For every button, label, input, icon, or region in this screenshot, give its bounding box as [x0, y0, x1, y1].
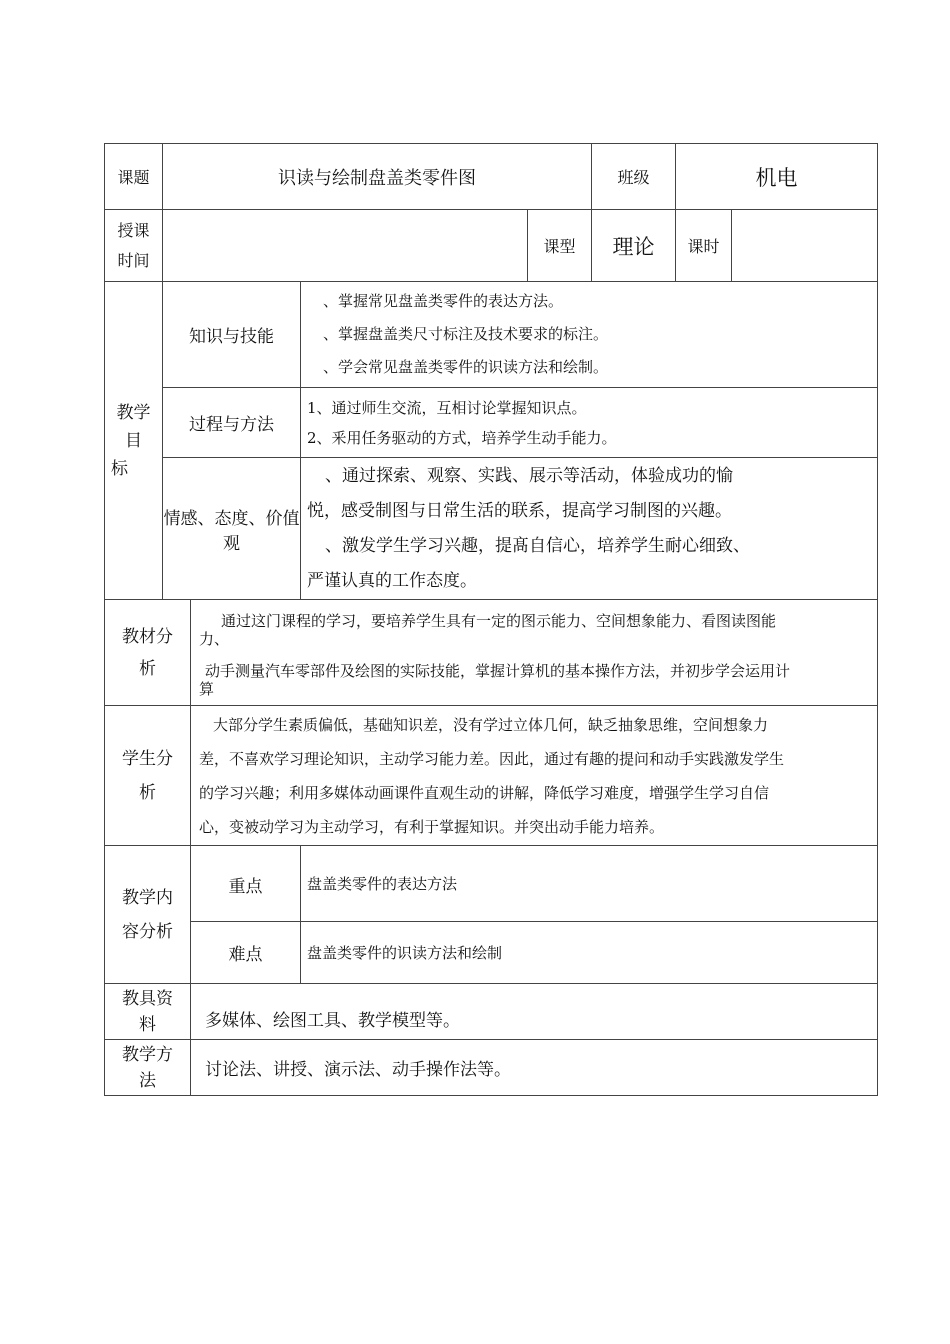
students-line: 的学习兴趣；利用多媒体动画课件直观生动的讲解，降低学习难度，增强学生学习自信 — [199, 783, 770, 802]
process-item: 2、釆用任务驱动的方式，培养学生动手能力。 — [307, 428, 617, 447]
time-row — [105, 210, 878, 282]
topic-row — [105, 144, 878, 210]
objective-knowledge-row — [105, 282, 878, 388]
key-point-value: 盘盖类零件的表达方法 — [301, 846, 878, 922]
time-value — [163, 210, 528, 282]
material-label-line-2: 析 — [139, 658, 156, 679]
students-line: 差，不喜欢学习理论知识，主动学习能力差。因此，通过有趣的提问和动手实践激发学生 — [199, 749, 785, 768]
objective-process-row — [105, 388, 878, 458]
emotion-content — [301, 458, 878, 600]
tools-label-line-1: 教具资 — [122, 988, 173, 1009]
methods-label — [105, 1040, 191, 1096]
difficult-point-value: 盘盖类零件的识读方法和绘制 — [301, 922, 878, 984]
process-item: 1、通过师生交流，互相讨论掌握知识点。 — [307, 398, 587, 417]
difficult-point-label: 难点 — [191, 922, 301, 984]
content-label-line-2: 容分析 — [122, 921, 173, 942]
class-label: 班级 — [592, 144, 676, 210]
students-label-line-2: 析 — [139, 782, 156, 803]
material-line: 算 — [199, 679, 215, 698]
topic-label: 课题 — [105, 144, 163, 210]
students-row — [105, 706, 878, 846]
time-label — [105, 210, 163, 282]
hours-value — [732, 210, 878, 282]
content-key-row — [105, 846, 878, 922]
time-label-line-2: 时间 — [117, 250, 150, 270]
emotion-line: 、激发学生学习兴趣，提髙自信心，培养学生耐心细致、 — [325, 535, 750, 556]
process-label: 过程与方法 — [163, 388, 301, 458]
time-label-line-1: 授课 — [117, 220, 150, 240]
emotion-line: 、通过探索、观察、实践、展示等活动，体验成功的愉 — [325, 465, 733, 486]
students-line: 心，变被动学习为主动学习，有利于掌握知识。并突出动手能力培养。 — [199, 817, 665, 836]
methods-row — [105, 1040, 878, 1096]
emotion-line: 严谨认真的工作态度。 — [307, 570, 477, 591]
content-label — [105, 846, 191, 984]
material-row — [105, 600, 878, 706]
lesson-plan-table — [104, 143, 878, 1096]
students-label-line-1: 学生分 — [122, 748, 173, 769]
key-point-label: 重点 — [191, 846, 301, 922]
methods-label-line-1: 教学方 — [122, 1044, 173, 1065]
methods-label-line-2: 法 — [139, 1070, 156, 1091]
students-line: 大部分学生素质偏低，基础知识差，没有学过立体几何，缺乏抽象思维，空间想象力 — [213, 715, 769, 734]
tools-label-line-2: 料 — [139, 1014, 156, 1035]
hours-label: 课时 — [676, 210, 732, 282]
knowledge-item: 、学会常见盘盖类零件的识读方法和绘制。 — [323, 358, 609, 376]
content-label-line-1: 教学内 — [122, 887, 173, 908]
material-label-line-1: 教材分 — [122, 626, 173, 647]
objectives-label — [105, 282, 163, 600]
knowledge-item: 、掌握常见盘盖类零件的表达方法。 — [323, 292, 564, 310]
type-value: 理论 — [592, 210, 676, 282]
knowledge-content — [301, 282, 878, 388]
material-label — [105, 600, 191, 706]
students-content — [191, 706, 878, 846]
knowledge-label: 知识与技能 — [163, 282, 301, 388]
objectives-label-line-3: 标 — [111, 458, 128, 479]
process-content — [301, 388, 878, 458]
class-value: 机电 — [676, 144, 878, 210]
emotion-line: 悦，感受制图与日常生活的联系，提高学习制图的兴趣。 — [307, 500, 732, 521]
topic-value: 识读与绘制盘盖类零件图 — [163, 144, 592, 210]
material-line: 动手测量汽车零部件及绘图的实际技能，掌握计算机的基本操作方法，并初步学会运用计 — [205, 661, 791, 680]
objective-emotion-row — [105, 458, 878, 600]
material-line: 通过这门课程的学习，要培养学生具有一定的图示能力、空间想象能力、看图读图能 — [221, 611, 777, 630]
objectives-label-line-2: 目 — [125, 430, 142, 451]
tools-value: 多媒体、绘图工具、教学模型等。 — [191, 984, 878, 1040]
type-label: 课型 — [528, 210, 592, 282]
students-label — [105, 706, 191, 846]
objectives-label-line-1: 教学 — [116, 402, 151, 423]
methods-value: 讨论法、讲授、演示法、动手操作法等。 — [191, 1040, 878, 1096]
content-difficult-row — [105, 922, 878, 984]
emotion-label: 情感、态度、价值观 — [163, 458, 301, 600]
tools-row — [105, 984, 878, 1040]
knowledge-item: 、掌握盘盖类尺寸标注及技术要求的标注。 — [323, 325, 609, 343]
material-content — [191, 600, 878, 706]
tools-label — [105, 984, 191, 1040]
material-line: 力、 — [199, 629, 230, 648]
